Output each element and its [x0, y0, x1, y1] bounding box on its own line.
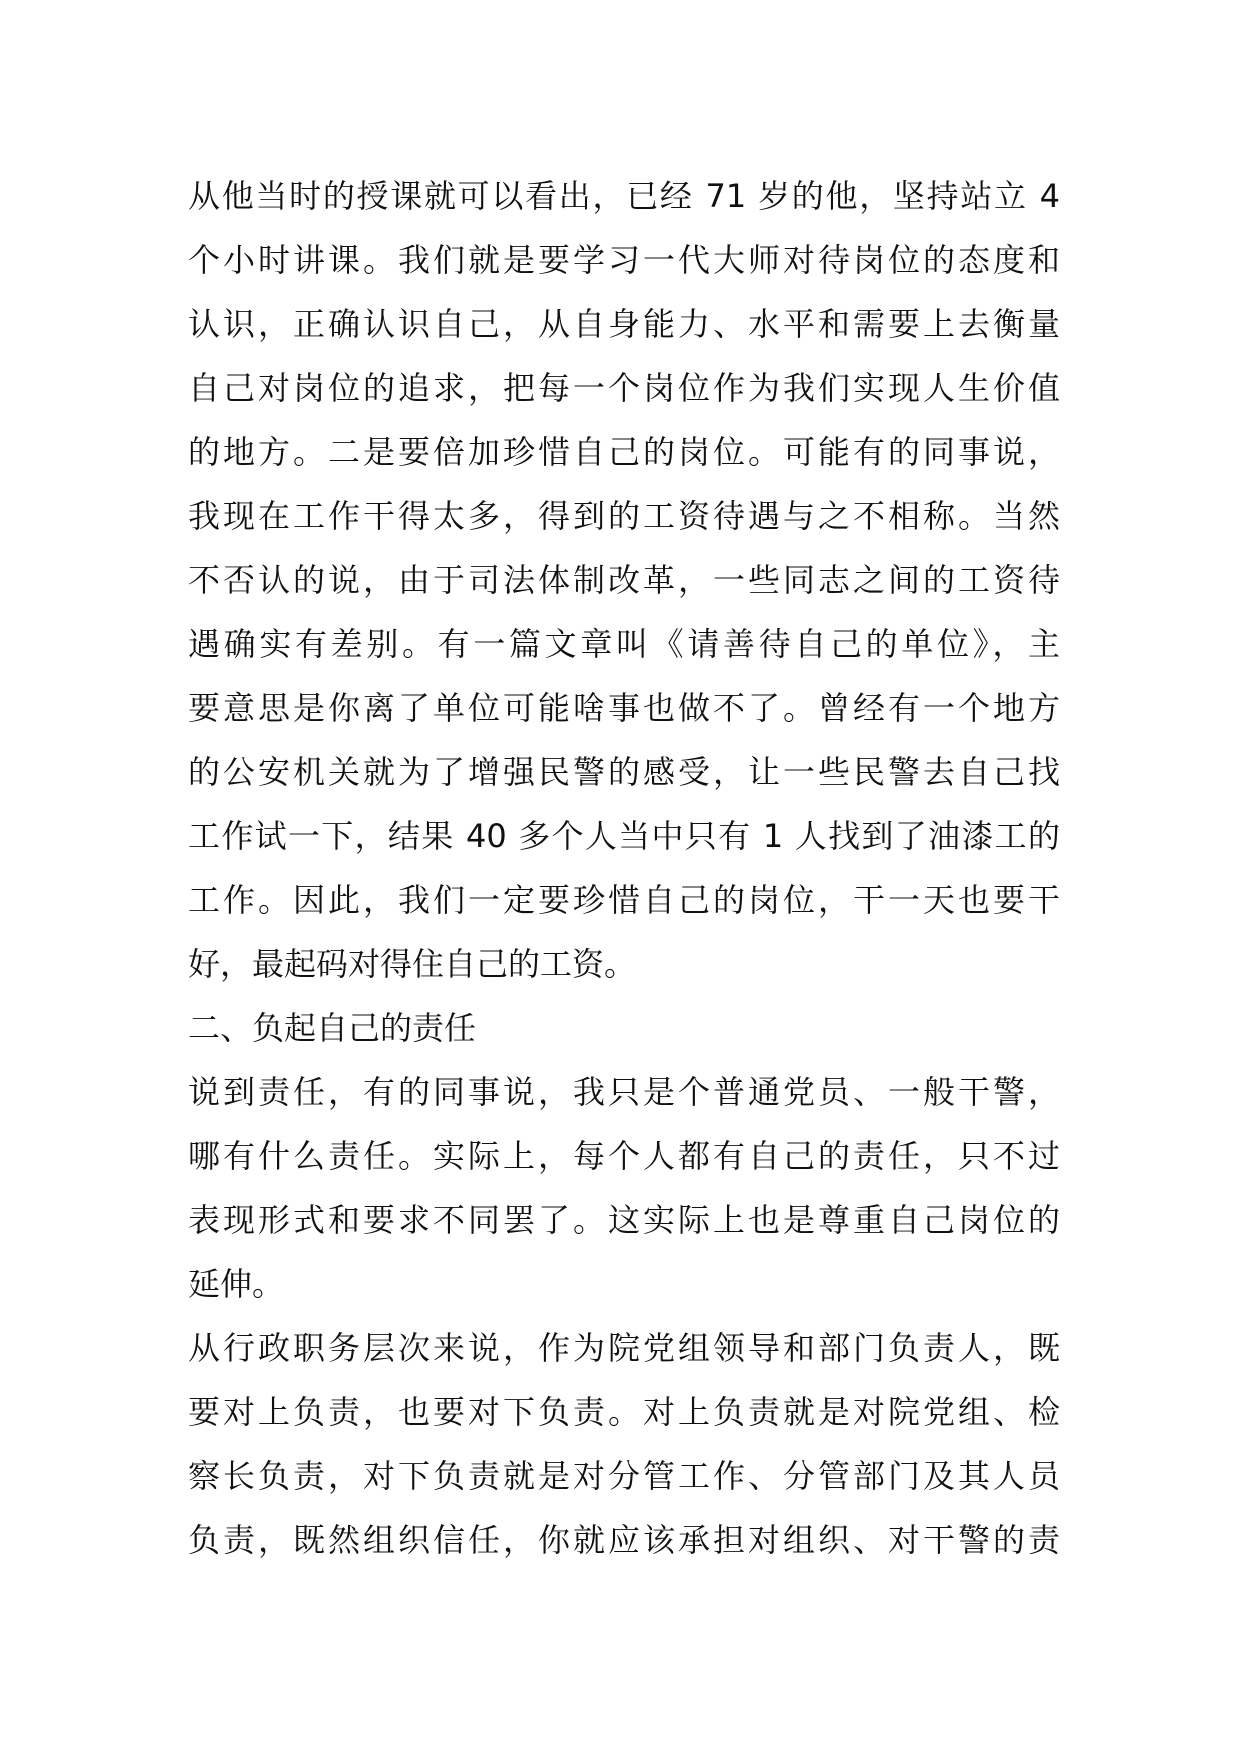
section-heading: 二、负起自己的责任	[188, 1009, 477, 1047]
text-line: 哪有什么责任。实际上，每个人都有自己的责任，只不过	[188, 1137, 1060, 1175]
text-line: 个小时讲课。我们就是要学习一代大师对待岗位的态度和	[188, 241, 1060, 279]
text-line: 要意思是你离了单位可能啥事也做不了。曾经有一个地方	[188, 689, 1060, 727]
text-line: 负责，既然组织信任，你就应该承担对组织、对干警的责	[188, 1521, 1060, 1559]
text-line: 工作。因此，我们一定要珍惜自己的岗位，干一天也要干	[188, 881, 1060, 919]
text-line: 我现在工作干得太多，得到的工资待遇与之不相称。当然	[188, 497, 1060, 535]
text-line: 要对上负责，也要对下负责。对上负责就是对院党组、检	[188, 1393, 1060, 1431]
text-line: 表现形式和要求不同罢了。这实际上也是尊重自己岗位的	[188, 1201, 1060, 1239]
text-line: 自己对岗位的追求，把每一个岗位作为我们实现人生价值	[188, 369, 1060, 407]
text-line: 好，最起码对得住自己的工资。	[188, 945, 637, 983]
text-line: 说到责任，有的同事说，我只是个普通党员、一般干警，	[188, 1073, 1060, 1111]
text-line: 工作试一下，结果 40 多个人当中只有 1 人找到了油漆工的	[188, 817, 1060, 855]
text-line: 遇确实有差别。有一篇文章叫《请善待自己的单位》，主	[188, 625, 1060, 663]
text-line: 不否认的说，由于司法体制改革，一些同志之间的工资待	[188, 561, 1060, 599]
text-line: 延伸。	[188, 1265, 285, 1303]
text-line: 察长负责，对下负责就是对分管工作、分管部门及其人员	[188, 1457, 1060, 1495]
text-line: 从行政职务层次来说，作为院党组领导和部门负责人，既	[188, 1329, 1060, 1367]
text-line: 从他当时的授课就可以看出，已经 71 岁的他，坚持站立 4	[188, 177, 1060, 215]
text-line: 的公安机关就为了增强民警的感受，让一些民警去自己找	[188, 753, 1060, 791]
text-line: 认识，正确认识自己，从自身能力、水平和需要上去衡量	[188, 305, 1060, 343]
text-line: 的地方。二是要倍加珍惜自己的岗位。可能有的同事说，	[188, 433, 1060, 471]
